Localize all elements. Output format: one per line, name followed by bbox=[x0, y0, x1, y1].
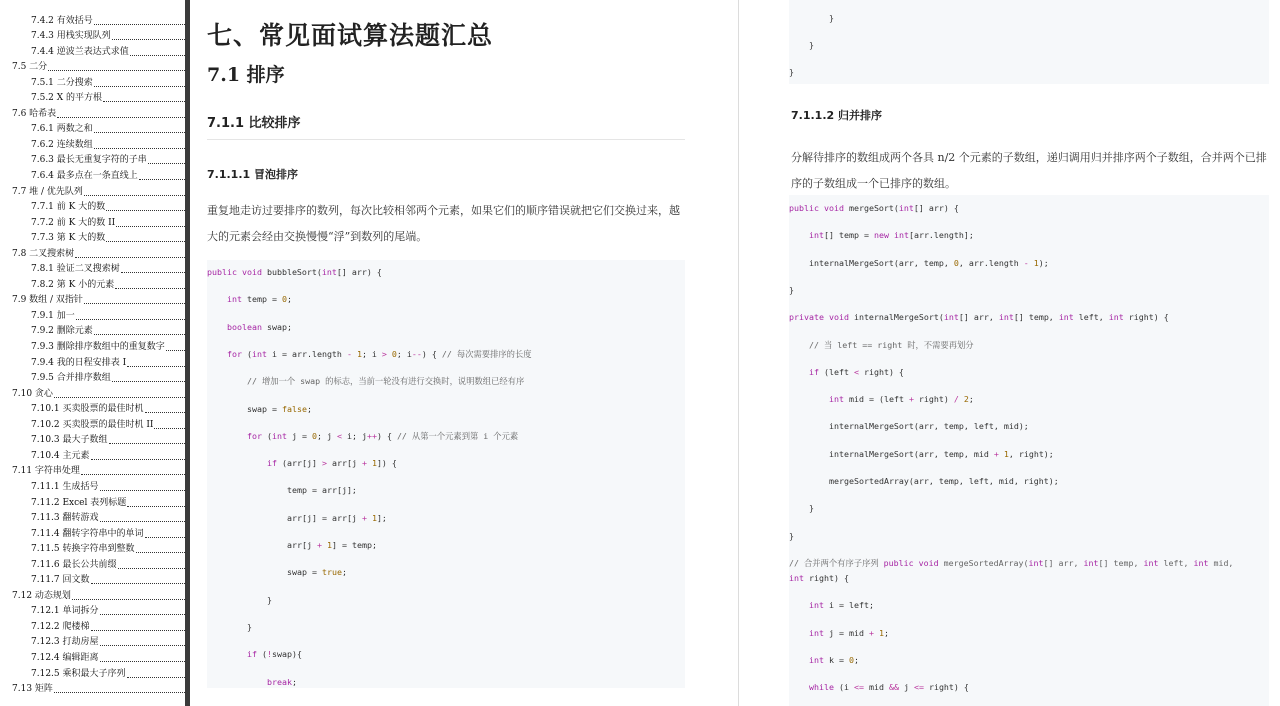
toc-leader-dots bbox=[127, 677, 186, 678]
toc-leader-dots bbox=[91, 459, 186, 460]
code-block-continued bbox=[789, 0, 1269, 84]
code-line: internalMergeSort(arr, temp, mid + 1, right); bbox=[829, 448, 1054, 459]
toc-entry-label: 7.6.3 最长无重复字符的子串 bbox=[31, 155, 147, 166]
code-line: temp = arr[j]; bbox=[287, 485, 357, 496]
code-line: int j = mid + 1; bbox=[809, 627, 889, 638]
toc-entry[interactable] bbox=[0, 617, 185, 633]
code-line: } bbox=[267, 594, 272, 605]
toc-leader-dots bbox=[94, 24, 185, 25]
toc-entry[interactable] bbox=[0, 291, 185, 307]
toc-entry-label: 7.9.5 合并排序数组 bbox=[31, 373, 111, 384]
toc-entry-label: 7.6.1 两数之和 bbox=[31, 124, 93, 135]
toc-entry[interactable] bbox=[0, 384, 185, 400]
toc-leader-dots bbox=[100, 521, 186, 522]
toc-entry[interactable] bbox=[0, 400, 185, 416]
toc-entry-label: 7.9.2 删除元素 bbox=[31, 326, 93, 337]
code-line: } bbox=[789, 67, 794, 77]
toc-entry[interactable] bbox=[0, 135, 185, 151]
toc-leader-dots bbox=[166, 350, 185, 351]
toc-entry[interactable] bbox=[0, 369, 185, 385]
toc-entry-label: 7.7.3 第 K 大的数 bbox=[31, 233, 106, 244]
code-line: int mid = (left + right) / 2; bbox=[829, 394, 974, 405]
toc-entry[interactable] bbox=[0, 260, 185, 276]
toc-entry[interactable] bbox=[0, 213, 185, 229]
toc-entry[interactable] bbox=[0, 602, 185, 618]
code-line: internalMergeSort(arr, temp, left, mid); bbox=[829, 421, 1029, 432]
subsection-title: 7.1.1 比较排序 bbox=[207, 116, 301, 131]
toc-entry[interactable] bbox=[0, 571, 185, 587]
code-line: break; bbox=[267, 676, 297, 687]
toc-entry-label: 7.12 动态规划 bbox=[12, 590, 71, 601]
toc-entry-label: 7.6 哈希表 bbox=[12, 108, 57, 119]
code-line: public void bubbleSort(int[] arr) { bbox=[207, 267, 382, 277]
merge-sort-description: 分解待排序的数组成两个各具 n/2 个元素的子数组，递归调用归并排序两个子数组，合并两个已排序的子数组成一个已排序的数组。 bbox=[791, 151, 1267, 190]
toc-entry-label: 7.11.5 转换字符串到整数 bbox=[31, 544, 135, 555]
code-line: } bbox=[789, 284, 794, 295]
toc-leader-dots bbox=[112, 39, 185, 40]
toc-entry[interactable] bbox=[0, 462, 185, 478]
bubble-sort-code-block bbox=[207, 260, 685, 688]
toc-entry[interactable] bbox=[0, 431, 185, 447]
toc-entry-label: 7.9.4 我的日程安排表 I bbox=[31, 357, 127, 368]
toc-leader-dots bbox=[103, 101, 185, 102]
toc-entry[interactable] bbox=[0, 664, 185, 680]
toc-entry-label: 7.10.2 买卖股票的最佳时机 II bbox=[31, 419, 154, 430]
toc-entry[interactable] bbox=[0, 540, 185, 556]
toc-entry[interactable] bbox=[0, 353, 185, 369]
toc-entry[interactable] bbox=[0, 680, 185, 696]
code-line: // 合并两个有序子序列 public void mergeSortedArray(int[] arr, int[] temp, int left, int mid, bbox=[789, 557, 1234, 568]
toc-entry[interactable] bbox=[0, 11, 185, 27]
toc-entry[interactable] bbox=[0, 182, 185, 198]
code-line: arr[j + 1] = temp; bbox=[287, 540, 377, 550]
toc-entry[interactable] bbox=[0, 275, 185, 291]
toc-entry[interactable] bbox=[0, 244, 185, 260]
toc-leader-dots bbox=[100, 661, 186, 662]
code-line: arr[j] = arr[j + 1]; bbox=[287, 512, 387, 523]
toc-leader-dots bbox=[100, 645, 186, 646]
toc-entry-label: 7.8 二叉搜索树 bbox=[12, 248, 75, 259]
toc-entry-label: 7.11 字符串处理 bbox=[12, 466, 80, 477]
code-line: mergeSortedArray(arr, temp, left, mid, right); bbox=[829, 476, 1059, 486]
toc-entry-label: 7.10.3 最大子数组 bbox=[31, 435, 108, 446]
toc-leader-dots bbox=[94, 132, 185, 133]
toc-entry-label: 7.5.2 X 的平方根 bbox=[31, 93, 103, 104]
toc-leader-dots bbox=[84, 303, 185, 304]
toc-entry-label: 7.4.3 用栈实现队列 bbox=[31, 31, 111, 42]
toc-entry-label: 7.12.1 单词拆分 bbox=[31, 606, 99, 617]
bubble-sort-description: 重复地走访过要排序的数列，每次比较相邻两个元素，如果它们的顺序错误就把它们交换过来，越大的元素会经由交换慢慢“浮”到数列的尾端。 bbox=[207, 204, 680, 243]
toc-leader-dots bbox=[148, 163, 185, 164]
code-line: if (arr[j] > arr[j + 1]) { bbox=[267, 458, 397, 469]
toc-entry-label: 7.8.1 验证二叉搜索树 bbox=[31, 264, 120, 275]
toc-leader-dots bbox=[57, 117, 185, 118]
code-line: public void mergeSort(int[] arr) { bbox=[789, 203, 959, 213]
toc-leader-dots bbox=[139, 179, 185, 180]
toc-entry-label: 7.7 堆 / 优先队列 bbox=[12, 186, 83, 197]
toc-leader-dots bbox=[94, 148, 185, 149]
toc-leader-dots bbox=[48, 70, 185, 71]
toc-leader-dots bbox=[116, 226, 185, 227]
bubble-sort-heading: 7.1.1.1 冒泡排序 bbox=[207, 168, 298, 181]
toc-leader-dots bbox=[106, 241, 185, 242]
merge-sort-heading: 7.1.1.2 归并排序 bbox=[791, 109, 882, 122]
code-line: for (int i = arr.length - 1; i > 0; i--) { // 每次需要排序的长度 bbox=[227, 348, 532, 359]
toc-leader-dots bbox=[154, 428, 185, 429]
toc-leader-dots bbox=[100, 614, 186, 615]
toc-leader-dots bbox=[76, 319, 185, 320]
toc-leader-dots bbox=[54, 397, 185, 398]
toc-entry[interactable] bbox=[0, 524, 185, 540]
toc-leader-dots bbox=[75, 257, 185, 258]
section-title: 7.1 排序 bbox=[207, 64, 285, 86]
code-line: while (i <= mid && j <= right) { bbox=[809, 682, 969, 693]
toc-entry-label: 7.7.1 前 K 大的数 bbox=[31, 202, 106, 213]
code-line: int i = left; bbox=[809, 600, 874, 611]
toc-leader-dots bbox=[91, 630, 186, 631]
toc-leader-dots bbox=[81, 474, 185, 475]
code-line: int k = 0; bbox=[809, 654, 859, 665]
toc-entry[interactable] bbox=[0, 42, 185, 58]
toc-leader-dots bbox=[121, 272, 185, 273]
toc-entry-label: 7.12.3 打劫房屋 bbox=[31, 637, 99, 648]
code-line: } bbox=[247, 621, 252, 632]
toc-leader-dots bbox=[54, 692, 185, 693]
toc-entry[interactable] bbox=[0, 198, 185, 214]
toc-leader-dots bbox=[100, 490, 186, 491]
toc-entry-label: 7.10 贪心 bbox=[12, 388, 53, 399]
document-page-left bbox=[190, 0, 738, 706]
toc-leader-dots bbox=[136, 552, 186, 553]
code-line: swap = true; bbox=[287, 567, 347, 578]
code-line: } bbox=[789, 530, 794, 541]
toc-entry-label: 7.10.1 买卖股票的最佳时机 bbox=[31, 404, 144, 415]
toc-entry[interactable] bbox=[0, 229, 185, 245]
toc-entry-label: 7.11.7 回文数 bbox=[31, 575, 90, 586]
toc-entry-label: 7.9 数组 / 双指针 bbox=[12, 295, 83, 306]
toc-entry-label: 7.5.1 二分搜索 bbox=[31, 77, 93, 88]
code-line: private void internalMergeSort(int[] arr, int[] temp, int left, int right) { bbox=[789, 312, 1169, 323]
toc-entry-label: 7.11.2 Excel 表列标题 bbox=[31, 497, 127, 508]
chapter-title: 七、常见面试算法题汇总 bbox=[207, 21, 494, 50]
code-line: } bbox=[809, 40, 814, 50]
toc-leader-dots bbox=[106, 210, 185, 211]
code-line: } bbox=[829, 13, 834, 23]
toc-entry[interactable] bbox=[0, 337, 185, 353]
toc-leader-dots bbox=[145, 537, 186, 538]
toc-entry-label: 7.4.4 逆波兰表达式求值 bbox=[31, 46, 129, 57]
toc-entry-label: 7.5 二分 bbox=[12, 62, 48, 73]
toc-entry[interactable] bbox=[0, 493, 185, 509]
code-line: if (!swap){ bbox=[247, 649, 302, 660]
toc-entry[interactable] bbox=[0, 322, 185, 338]
toc-leader-dots bbox=[91, 583, 186, 584]
document-page-right bbox=[739, 0, 1280, 706]
code-line: if (left < right) { bbox=[809, 366, 904, 377]
toc-entry-label: 7.13 矩阵 bbox=[12, 684, 53, 695]
toc-leader-dots bbox=[72, 599, 185, 600]
code-line: int temp = 0; bbox=[227, 294, 292, 305]
toc-leader-dots bbox=[115, 288, 185, 289]
code-line: int[] temp = new int[arr.length]; bbox=[809, 230, 974, 241]
toc-entry-label: 7.9.1 加一 bbox=[31, 310, 75, 321]
toc-entry-label: 7.6.4 最多点在一条直线上 bbox=[31, 171, 138, 182]
toc-entry[interactable] bbox=[0, 555, 185, 571]
toc-entry-label: 7.7.2 前 K 大的数 II bbox=[31, 217, 116, 228]
toc-leader-dots bbox=[84, 195, 185, 196]
toc-entry-label: 7.12.2 爬楼梯 bbox=[31, 621, 90, 632]
code-line: // 增加一个 swap 的标志，当前一轮没有进行交换时，说明数组已经有序 bbox=[247, 376, 525, 387]
toc-entry-label: 7.12.4 编辑距离 bbox=[31, 652, 99, 663]
toc-leader-dots bbox=[145, 412, 186, 413]
toc-leader-dots bbox=[94, 86, 185, 87]
code-line: boolean swap; bbox=[227, 321, 292, 332]
toc-entry[interactable] bbox=[0, 151, 185, 167]
toc-entry-label: 7.11.1 生成括号 bbox=[31, 481, 99, 492]
toc-entry-label: 7.12.5 乘积最大子序列 bbox=[31, 668, 126, 679]
code-line: internalMergeSort(arr, temp, 0, arr.length - 1); bbox=[809, 257, 1049, 268]
toc-entry-label: 7.6.2 连续数组 bbox=[31, 139, 93, 150]
toc-leader-dots bbox=[109, 443, 186, 444]
toc-entry-label: 7.8.2 第 K 小的元素 bbox=[31, 279, 115, 290]
code-line: // 当 left == right 时，不需要再划分 bbox=[809, 339, 974, 350]
toc-entry[interactable] bbox=[0, 58, 185, 74]
toc-entry[interactable] bbox=[0, 477, 185, 493]
toc-entry[interactable] bbox=[0, 415, 185, 431]
toc-entry[interactable] bbox=[0, 89, 185, 105]
toc-leader-dots bbox=[94, 334, 185, 335]
code-line: } bbox=[809, 503, 814, 514]
toc-leader-dots bbox=[118, 568, 186, 569]
toc-leader-dots bbox=[127, 506, 185, 507]
toc-entry[interactable] bbox=[0, 166, 185, 182]
toc-entry-label: 7.10.4 主元素 bbox=[31, 450, 90, 461]
code-line: swap = false; bbox=[247, 403, 312, 414]
toc-leader-dots bbox=[130, 55, 185, 56]
toc-entry-label: 7.11.6 最长公共前缀 bbox=[31, 559, 117, 570]
toc-entry[interactable] bbox=[0, 648, 185, 664]
toc-entry-label: 7.11.3 翻转游戏 bbox=[31, 513, 99, 524]
toc-entry[interactable] bbox=[0, 73, 185, 89]
toc-entry[interactable] bbox=[0, 306, 185, 322]
heading-rule bbox=[207, 139, 685, 140]
toc-entry[interactable] bbox=[0, 446, 185, 462]
toc-leader-dots bbox=[112, 381, 185, 382]
toc-entry[interactable] bbox=[0, 586, 185, 602]
toc-entry[interactable] bbox=[0, 120, 185, 136]
toc-entry-label: 7.4.2 有效括号 bbox=[31, 15, 93, 26]
toc-entry[interactable] bbox=[0, 104, 185, 120]
toc-entry[interactable] bbox=[0, 27, 185, 43]
toc-entry-label: 7.11.4 翻转字符串中的单词 bbox=[31, 528, 144, 539]
merge-sort-code-block bbox=[789, 195, 1269, 706]
code-line: for (int j = 0; j < i; j++) { // 从第一个元素到第 i 个元素 bbox=[247, 430, 519, 441]
toc-leader-dots bbox=[127, 366, 185, 367]
toc-entry-label: 7.9.3 删除排序数组中的重复数字 bbox=[31, 342, 165, 353]
toc-entry[interactable] bbox=[0, 509, 185, 525]
code-line: int right) { bbox=[789, 572, 849, 583]
table-of-contents bbox=[0, 0, 185, 706]
toc-entry[interactable] bbox=[0, 633, 185, 649]
